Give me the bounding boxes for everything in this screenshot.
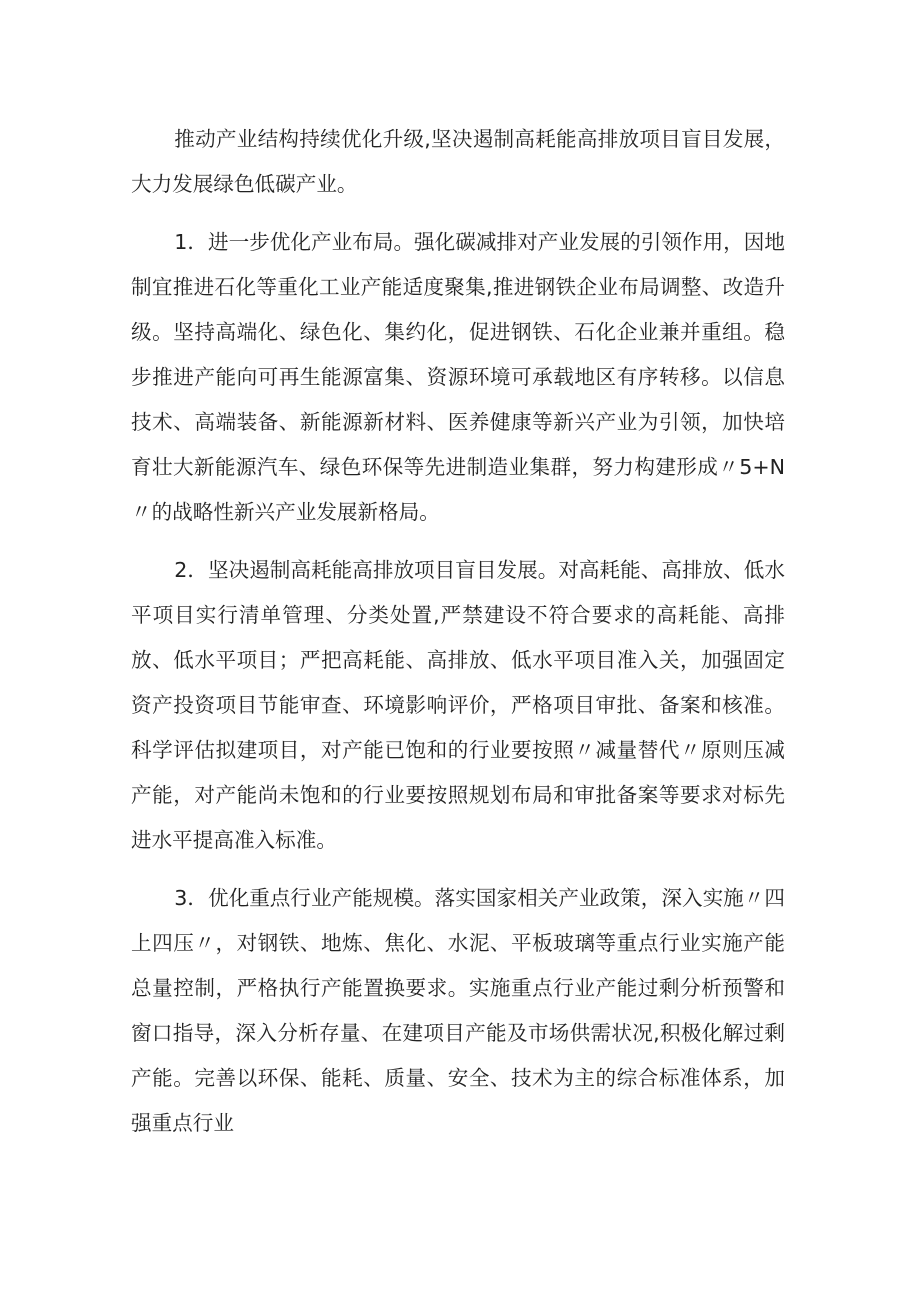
document-body [131, 117, 785, 1146]
section-1-paragraph: 1．进一步优化产业布局。强化碳减排对产业发展的引领作用，因地制宜推进石化等重化工业产能适度聚集,推进钢铁企业布局调整、改造升级。坚持高端化、绿色化、集约化，促进钢铁、石化企业兼并重组。稳步推进产能向可再生能源富集、资源环境可承载地区有序转移。以信息技术、高端装备、新能源新材料、医养健康等新兴产业为引领，加快培育壮大新能源汽车、绿色环保等先进制造业集群，努力构建形成〃5+N〃的战略性新兴产业发展新格局。 [131, 230, 785, 524]
section-2-paragraph: 2．坚决遏制高耗能高排放项目盲目发展。对高耗能、高排放、低水平项目实行清单管理、分类处置,严禁建设不符合要求的高耗能、高排放、低水平项目；严把高耗能、高排放、低水平项目准入关，加强固定资产投资项目节能审查、环境影响评价，严格项目审批、备案和核准。科学评估拟建项目，对产能已饱和的行业要按照〃减量替代〃原则压减产能，对产能尚未饱和的行业要按照规划布局和审批备案等要求对标先进水平提高准入标准。 [131, 558, 785, 852]
intro-paragraph: 推动产业结构持续优化升级,坚决遏制高耗能高排放项目盲目发展，大力发展绿色低碳产业。 [131, 127, 785, 196]
section-3-paragraph: 3．优化重点行业产能规模。落实国家相关产业政策，深入实施〃四上四压〃，对钢铁、地炼、焦化、水泥、平板玻璃等重点行业实施产能总量控制，严格执行产能置换要求。实施重点行业产能过剩分析预警和窗口指导，深入分析存量、在建项目产能及市场供需状况,积极化解过剩产能。完善以环保、能耗、质量、安全、技术为主的综合标准体系，加强重点行业 [131, 886, 785, 1135]
